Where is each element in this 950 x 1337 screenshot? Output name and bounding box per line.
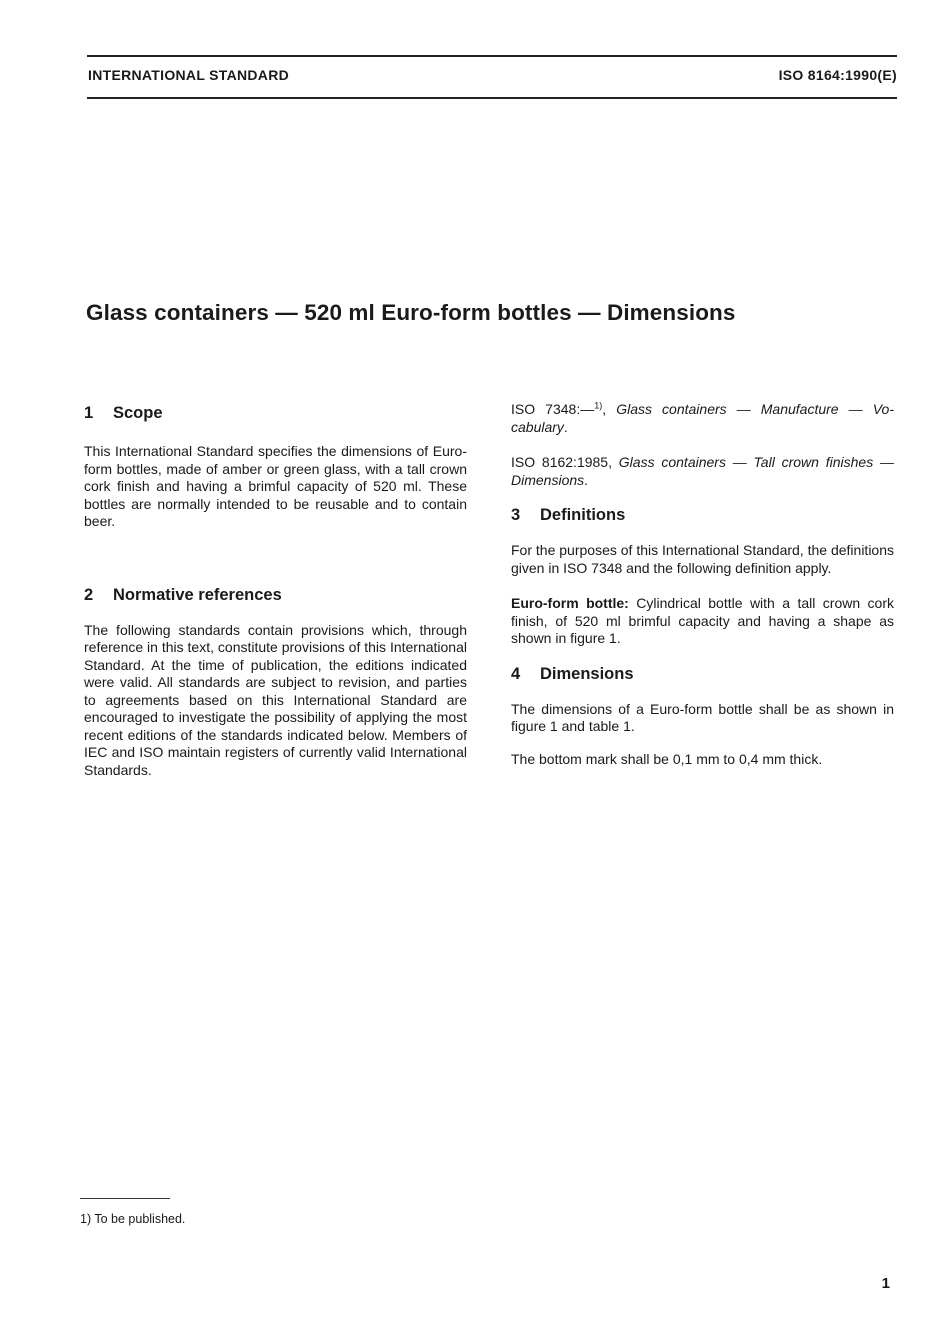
standard-number-label: ISO 8164:1990(E)	[778, 67, 897, 83]
section-number: 3	[511, 506, 521, 524]
document-type-label: INTERNATIONAL STANDARD	[88, 67, 290, 83]
footnote: 1) To be published.	[80, 1212, 186, 1226]
reference-title: Glass containers — Manufacture — Vocabulary	[511, 401, 894, 435]
reference-iso-7348: ISO 7348:—$^{1)}$, Glass containers — Manufacture — Vocabulary.	[511, 400, 894, 435]
footnote-marker: 1)	[594, 400, 603, 411]
section-heading-definitions	[511, 504, 894, 526]
section-title: Scope	[113, 404, 163, 422]
definitions-paragraph: For the purposes of this International Standard, the definitions given in ISO 7348 and the following definition apply.	[511, 542, 894, 576]
normative-references-paragraph: The following standards contain provisions which, through reference in this text, constitute provisions of this International Standard. At the time of publication, the editions indicated were valid. All standards are subject to revision, and parties to agreements based on this International Standard are encouraged to investigate the possibility of applying the most recent editions of the standards indicated below. Members of IEC and ISO maintain registers of currently valid International Standards.	[84, 621, 467, 778]
section-number: 4	[511, 664, 521, 683]
reference-code: ISO 7348:—	[511, 401, 595, 417]
section-title: Definitions	[540, 506, 626, 524]
section-heading-normative-references	[84, 584, 467, 606]
section-heading-dimensions	[511, 663, 894, 685]
section-heading-scope	[84, 402, 467, 424]
dimensions-paragraph: The dimensions of a Euro-form bottle shall be as shown in figure 1 and table 1.	[511, 700, 894, 734]
reference-code: ISO 8162:1985,	[511, 454, 612, 470]
footnote-rule	[80, 1198, 170, 1199]
defined-term: Euro-form bottle:	[511, 595, 629, 611]
section-number: 1	[84, 404, 94, 422]
definition-text: Cylindrical bottle with a tall crown cork finish, of 520 ml brimful capacity and having a shape as shown in figure 1.	[511, 595, 894, 646]
document-title: Glass containers — 520 ml Euro-form bottles — Dimensions	[86, 300, 736, 326]
reference-iso-8162: ISO 8162:1985, Glass containers — Tall crown finishes — Dimensions.	[511, 454, 894, 488]
reference-title: Glass containers — Tall crown finishes — Dimensions	[511, 454, 894, 488]
section-title: Normative references	[113, 585, 282, 604]
section-number: 2	[84, 585, 94, 604]
scope-paragraph: This International Standard specifies the dimensions of Euro-form bottles, made of amber or green glass, with a tall crown cork finish and having a brimful capacity of 520 ml. These bottles are normally intended to be reusable and to contain beer.	[84, 443, 467, 529]
left-column	[84, 400, 467, 779]
right-column	[511, 400, 894, 768]
header-rule-bottom	[87, 97, 897, 99]
euro-form-bottle-definition	[511, 595, 894, 648]
header-rule-top	[87, 55, 897, 57]
section-title: Dimensions	[540, 664, 634, 683]
bottom-mark-paragraph: The bottom mark shall be 0,1 mm to 0,4 mm thick.	[511, 750, 823, 767]
page-number: 1	[881, 1275, 890, 1292]
